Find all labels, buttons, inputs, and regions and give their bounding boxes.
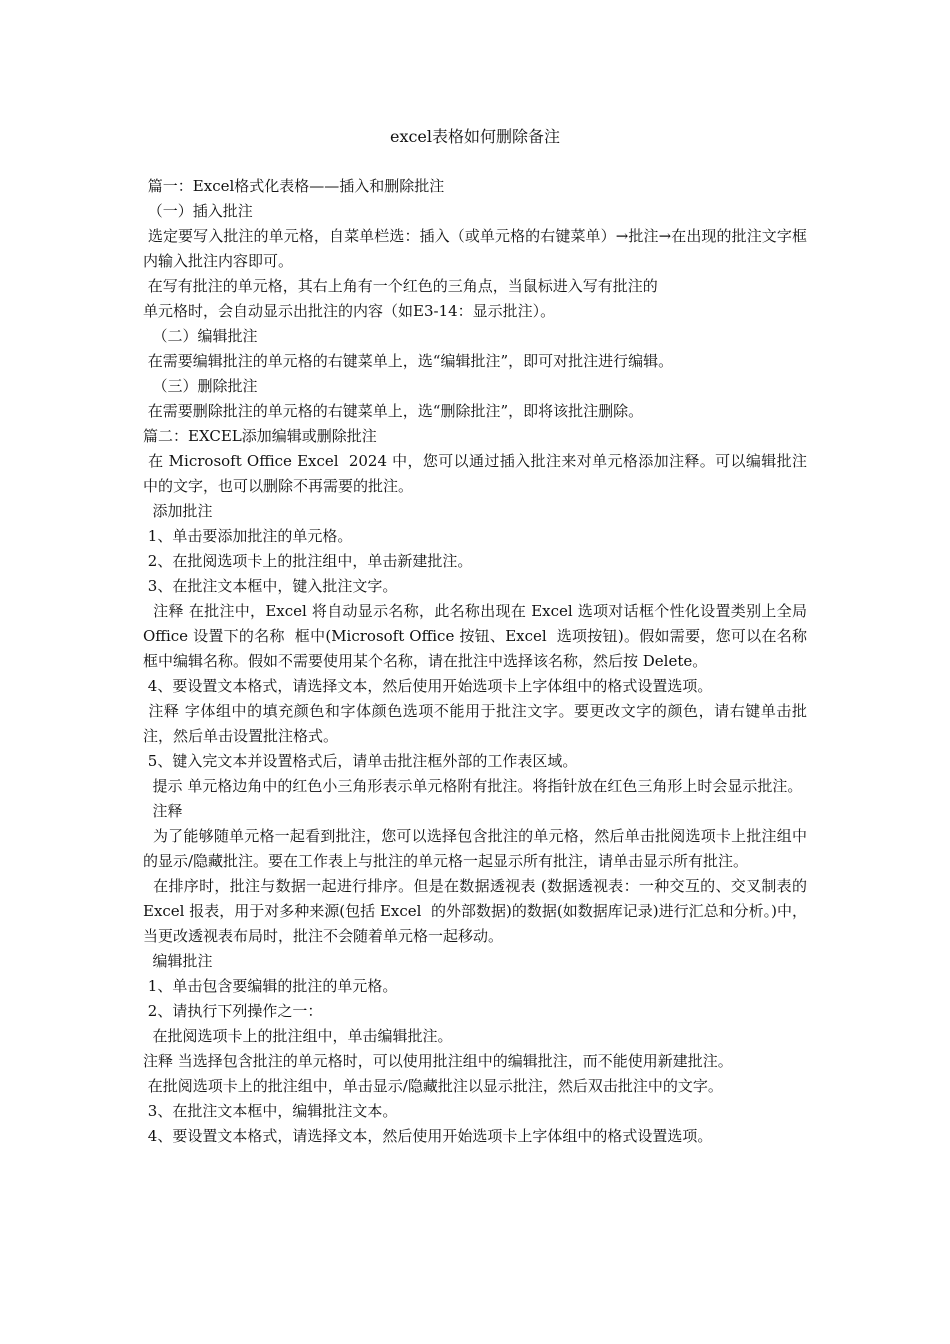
paragraph: 在批阅选项卡上的批注组中，单击显示/隐藏批注以显示批注，然后双击批注中的文字。 xyxy=(143,1077,723,1095)
paragraph: 2、在批阅选项卡上的批注组中，单击新建批注。 xyxy=(143,552,473,570)
paragraph: 在批阅选项卡上的批注组中，单击编辑批注。 xyxy=(143,1027,453,1045)
paragraph: 1、单击包含要编辑的批注的单元格。 xyxy=(143,977,398,995)
paragraph: 在写有批注的单元格，其右上角有一个红色的三角点，当鼠标进入写有批注的 xyxy=(143,277,658,295)
paragraph: 注释 当选择包含批注的单元格时，可以使用批注组中的编辑批注，而不能使用新建批注。 xyxy=(143,1052,733,1070)
document-title: excel表格如何删除备注 xyxy=(389,127,561,146)
paragraph: （三）删除批注 xyxy=(143,377,258,395)
paragraph: 在需要删除批注的单元格的右键菜单上，选“删除批注”，即将该批注删除。 xyxy=(143,402,644,420)
paragraph: 添加批注 xyxy=(143,502,213,520)
paragraph: 在需要编辑批注的单元格的右键菜单上，选“编辑批注”，即可对批注进行编辑。 xyxy=(143,352,674,370)
paragraph: 注释 xyxy=(143,802,183,820)
paragraph: 在 Microsoft Office Excel 2024 中，您可以通过插入批注来对单元格添加注释。可以编辑批注中的文字，也可以删除不再需要的批注。 xyxy=(143,452,807,495)
paragraph: 篇二：EXCEL添加编辑或删除批注 xyxy=(143,427,377,445)
paragraph: 5、键入完文本并设置格式后，请单击批注框外部的工作表区域。 xyxy=(143,752,578,770)
paragraph: 提示 单元格边角中的红色小三角形表示单元格附有批注。将指针放在红色三角形上时会显示批注。 xyxy=(143,777,803,795)
paragraph: 单元格时，会自动显示出批注的内容（如E3-14：显示批注）。 xyxy=(143,302,556,320)
paragraph: 选定要写入批注的单元格，自菜单栏选：插入（或单元格的右键菜单）→批注→在出现的批注文字框内输入批注内容即可。 xyxy=(143,227,807,270)
document-body xyxy=(143,174,812,1149)
paragraph: 3、在批注文本框中，键入批注文字。 xyxy=(143,577,398,595)
paragraph: 注释 字体组中的填充颜色和字体颜色选项不能用于批注文字。要更改文字的颜色，请右键单击批注，然后单击设置批注格式。 xyxy=(143,702,807,745)
paragraph: 编辑批注 xyxy=(143,952,213,970)
paragraph: 4、要设置文本格式，请选择文本，然后使用开始选项卡上字体组中的格式设置选项。 xyxy=(143,677,713,695)
paragraph: 2、请执行下列操作之一： xyxy=(143,1002,323,1020)
paragraph: 为了能够随单元格一起看到批注，您可以选择包含批注的单元格，然后单击批阅选项卡上批注组中的显示/隐藏批注。要在工作表上与批注的单元格一起显示所有批注，请单击显示所有批注。 xyxy=(143,827,807,870)
paragraph: 注释 在批注中，Excel 将自动显示名称，此名称出现在 Excel 选项对话框个性化设置类别上全局 Office 设置下的名称 框中(Microsoft Office 按钮、Excel 选项按钮)。假如需要，您可以在名称框中编辑名称。假如不需要使用某个名称，请在批注中选择该名称，然后按 Delete。 xyxy=(143,602,812,670)
paragraph: 3、在批注文本框中，编辑批注文本。 xyxy=(143,1102,398,1120)
paragraph: 1、单击要添加批注的单元格。 xyxy=(143,527,353,545)
paragraph: 篇一：Excel格式化表格——插入和删除批注 xyxy=(143,177,445,195)
paragraph: （二）编辑批注 xyxy=(143,327,258,345)
paragraph: （一）插入批注 xyxy=(143,202,253,220)
paragraph: 在排序时，批注与数据一起进行排序。但是在数据透视表 (数据透视表：一种交互的、交叉制表的 Excel 报表，用于对多种来源(包括 Excel 的外部数据)的数据(如数据库记录)进行汇总和分析。)中，当更改透视表布局时，批注不会随着单元格一起移动。 xyxy=(143,877,812,945)
paragraph: 4、要设置文本格式，请选择文本，然后使用开始选项卡上字体组中的格式设置选项。 xyxy=(143,1127,713,1145)
